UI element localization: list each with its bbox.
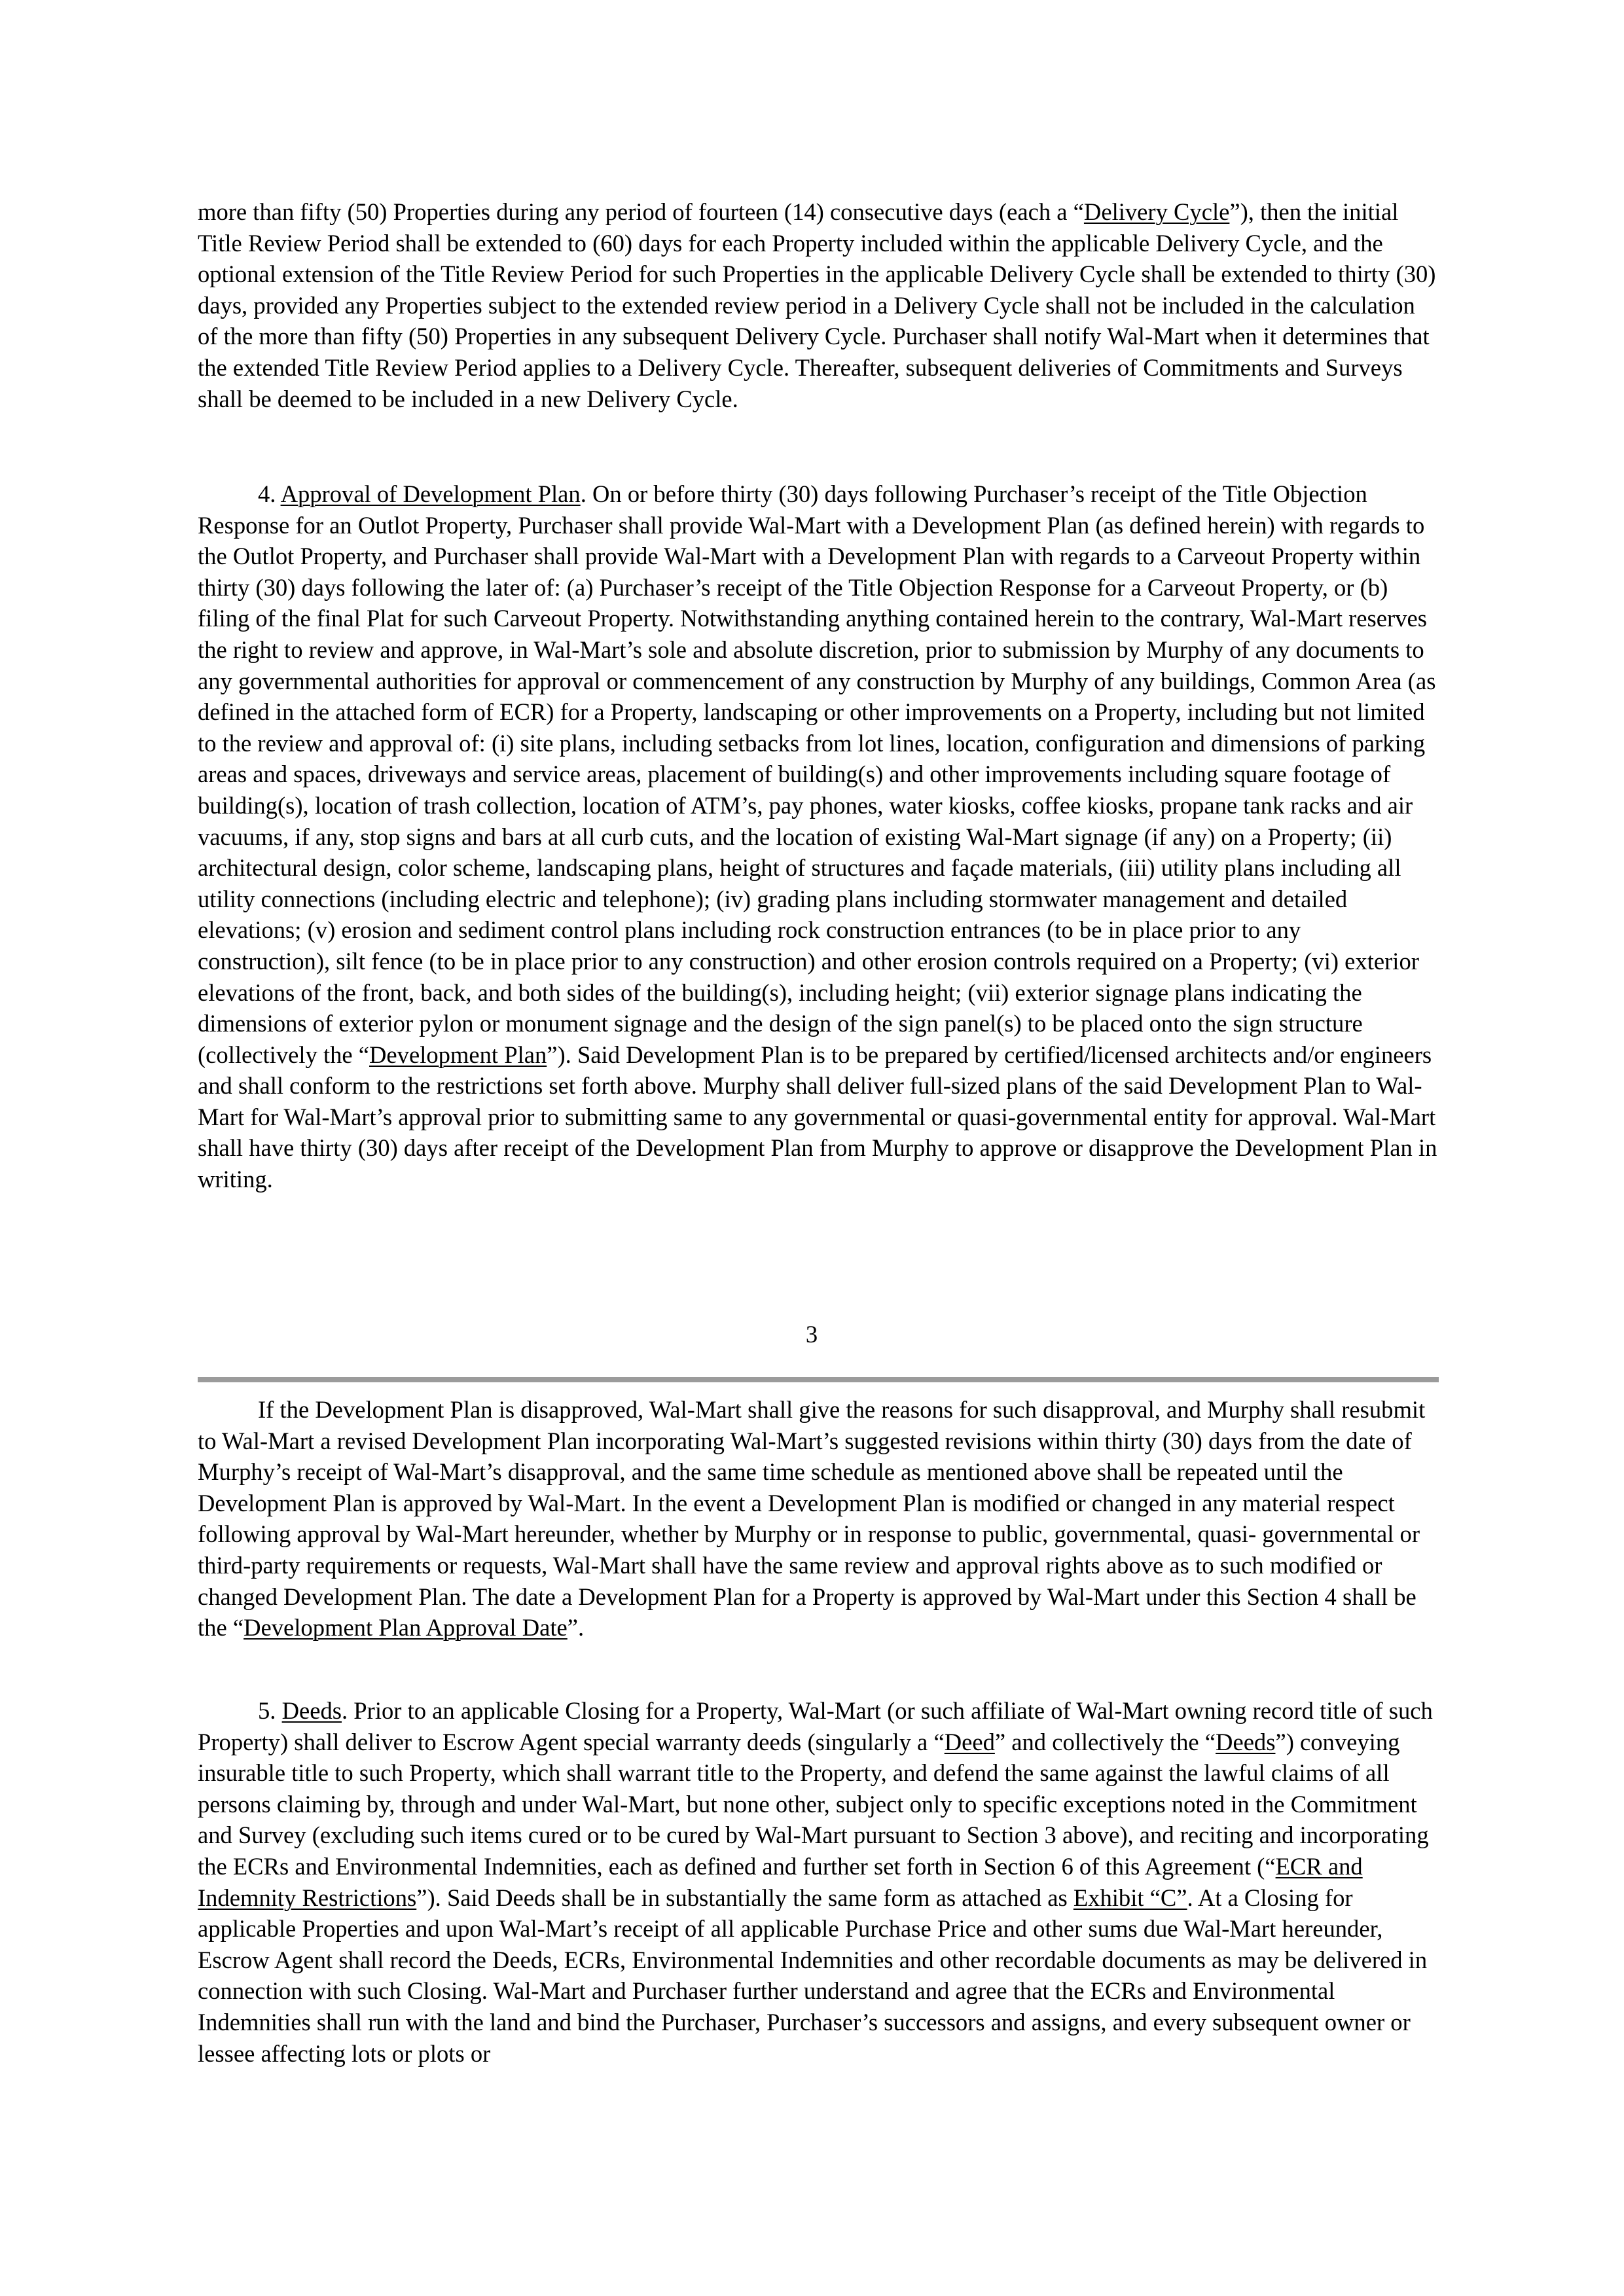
term-delivery-cycle: Delivery Cycle — [1083, 198, 1230, 225]
section-5-paragraph — [198, 1695, 1439, 2069]
section-4-text-2: ”). Said Development Plan is to be prepared by certified/licensed architects and/or engineers and shall conform to the restrictions set forth above. Murphy shall deliver full-sized plans of the said Development Plan to Wal-Mart for Wal-Mart’s approval prior to submitting same to any governmental or quasi-governmental entity for approval. Wal-Mart shall have thirty (30) days after receipt of the Development Plan from Murphy to approve or disapprove the Development Plan in writing. — [198, 1041, 1437, 1193]
section-4-paragraph — [198, 478, 1439, 1195]
disapproval-text-2: ”. — [567, 1614, 585, 1641]
continuation-text-2: ”), then the initial Title Review Period shall be extended to (60) days for each Property included within the applicable Delivery Cycle, and the optional extension of the Title Review Period for such Properties in the applicable Delivery Cycle shall be extended to thirty (30) days, provided any Properties subject to the extended review period in a Delivery Cycle shall not be included in the calculation of the more than fifty (50) Properties in any subsequent Delivery Cycle. Purchaser shall notify Wal-Mart when it determines that the extended Title Review Period applies to a Delivery Cycle. Thereafter, subsequent deliveries of Commitments and Surveys shall be deemed to be included in a new Delivery Cycle. — [198, 198, 1436, 412]
disapproval-text-1: If the Development Plan is disapproved, Wal-Mart shall give the reasons for such disapproval, and Murphy shall resubmit to Wal-Mart a revised Development Plan incorporating Wal-Mart’s suggested revisions within thirty (30) days from the date of Murphy’s receipt of Wal-Mart’s disapproval, and the same time schedule as mentioned above shall be repeated until the Development Plan is approved by Wal-Mart. In the event a Development Plan is modified or changed in any material respect following approval by Wal-Mart hereunder, whether by Murphy or in response to public, governmental, quasi- governmental or third-party requirements or requests, Wal-Mart shall have the same review and approval rights above as to such modified or changed Development Plan. The date a Development Plan for a Property is approved by Wal-Mart under this Section 4 shall be the “ — [198, 1396, 1426, 1641]
section-4-text-1: . On or before thirty (30) days following Purchaser’s receipt of the Title Objection Response for an Outlot Property, Purchaser shall provide Wal-Mart with a Development Plan (as defined herein) with regards to the Outlot Property, and Purchaser shall provide Wal-Mart with a Development Plan with regards to a Carveout Property within thirty (30) days following the later of: (a) Purchaser’s receipt of the Title Objection Response for a Carveout Property, or (b) filing of the final Plat for such Carveout Property. Notwithstanding anything contained herein to the contrary, Wal-Mart reserves the right to review and approve, in Wal-Mart’s sole and absolute discretion, prior to submission by Murphy of any documents to any governmental authorities for approval or commencement of any construction by Murphy of any buildings, Common Area (as defined in the attached form of ECR) for a Property, landscaping or other improvements on a Property, including but not limited to the review and approval of: (i) site plans, including setbacks from lot lines, location, configuration and dimensions of parking areas and spaces, driveways and service areas, placement of building(s) and other improvements including square footage of building(s), location of trash collection, location of ATM’s, pay phones, water kiosks, coffee kiosks, propane tank racks and air vacuums, if any, stop signs and bars at all curb cuts, and the location of existing Wal-Mart signage (if any) on a Property; (ii) architectural design, color scheme, landscaping plans, height of structures and façade materials, (iii) utility plans including all utility connections (including electric and telephone); (iv) grading plans including stormwater management and detailed elevations; (v) erosion and sediment control plans including rock construction entrances (to be in place prior to any construction), silt fence (to be in place prior to any construction) and other erosion controls required on a Property; (vi) exterior elevations of the front, back, and both sides of the building(s), including height; (vii) exterior signage plans indicating the dimensions of exterior pylon or monument signage and the design of the sign panel(s) to be placed onto the sign structure (collectively the “ — [198, 480, 1436, 1068]
section-4-number: 4. — [258, 480, 281, 507]
page-4-body-top — [198, 1394, 1439, 1643]
disapproval-paragraph — [198, 1394, 1439, 1643]
term-development-plan: Development Plan — [369, 1041, 547, 1068]
section-4-heading: Approval of Development Plan — [280, 480, 581, 507]
section-4-container — [198, 478, 1439, 1195]
section-5-container — [198, 1695, 1439, 2069]
section-5-text-1: . Prior to an applicable Closing for a Property, Wal-Mart (or such affiliate of Wal-Mart owning record title of such Property) shall deliver to Escrow Agent special warranty deeds (singularly a “ — [198, 1697, 1433, 1755]
page-number: 3 — [805, 1321, 818, 1348]
page-break-rule — [198, 1377, 1439, 1382]
term-development-plan-approval-date: Development Plan Approval Date — [244, 1614, 568, 1641]
section-5-text-3: ”) conveying insurable title to such Property, which shall warrant title to the Property, and defend the same against the lawful claims of all persons claiming by, through and under Wal-Mart, but none other, subject only to specific exceptions noted in the Commitment and Survey (excluding such items cured or to be cured by Wal-Mart pursuant to Section 3 above), and reciting and incorporating the ECRs and Environmental Indemnities, each as defined and further set forth in Section 6 of this Agreement (“ — [198, 1728, 1429, 1880]
term-ecr-indemnity-restrictions: ECR and Indemnity Restrictions — [198, 1852, 1363, 1911]
section-5-text-5: . At a Closing for applicable Properties and upon Wal-Mart’s receipt of all applicable Purchase Price and other sums due Wal-Mart hereunder, Escrow Agent shall record the Deeds, ECRs, Environmental Indemnities and other recordable documents as may be delivered in connection with such Closing. Wal-Mart and Purchaser further understand and agree that the ECRs and Environmental Indemnities shall run with the land and bind the Purchaser, Purchaser’s successors and assigns, and every subsequent owner or lessee affecting lots or plots or — [198, 1884, 1428, 2067]
continuation-text-1: more than fifty (50) Properties during any period of fourteen (14) consecutive days (each a “ — [198, 198, 1084, 225]
section-5-text-4: ”). Said Deeds shall be in substantially the same form as attached as — [416, 1884, 1074, 1911]
section-5-number: 5. — [258, 1697, 282, 1724]
continuation-paragraph — [198, 196, 1439, 414]
page-3-body-top — [198, 196, 1439, 414]
section-5-text-2: ” and collectively the “ — [994, 1728, 1216, 1755]
term-deed: Deed — [944, 1728, 995, 1755]
section-5-heading: Deeds — [281, 1697, 342, 1724]
exhibit-c-reference: Exhibit “C” — [1073, 1884, 1187, 1911]
term-deeds: Deeds — [1216, 1728, 1276, 1755]
